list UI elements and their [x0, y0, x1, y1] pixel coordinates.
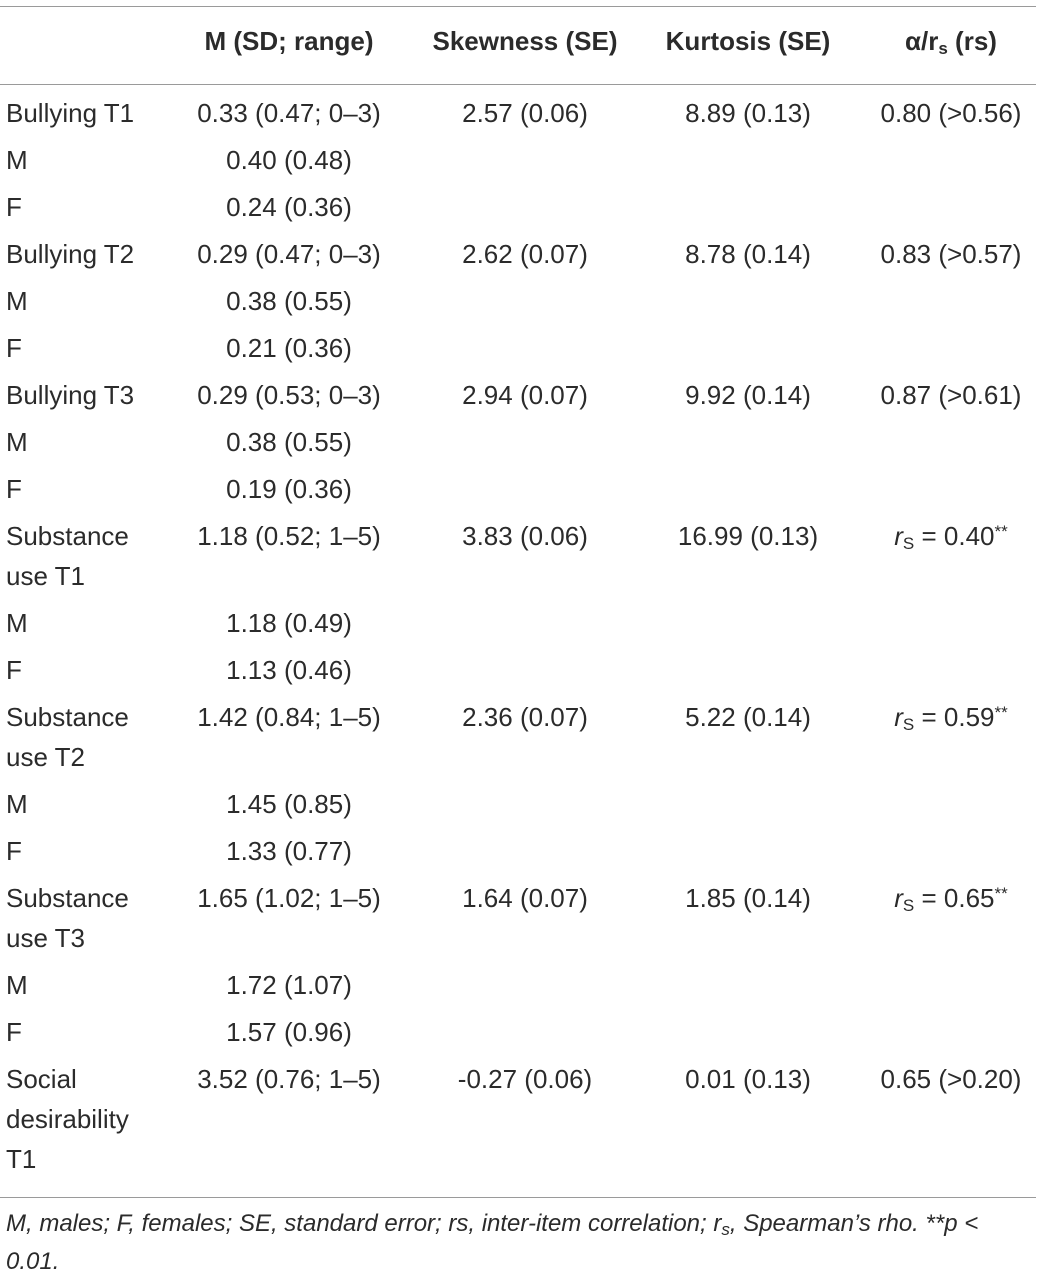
row-label [6, 234, 134, 274]
rs-value: = 0.59 [914, 702, 995, 732]
row-label [6, 140, 28, 180]
row-label [6, 422, 28, 462]
cell-skewness: -0.27 (0.06) [457, 1064, 593, 1094]
cell-spearman [862, 516, 1040, 556]
row-label-line: M [6, 608, 28, 638]
cell-spearman [862, 697, 1040, 737]
cell-alpha: 0.65 (>0.20) [880, 1064, 1022, 1094]
row-label-line: F [6, 192, 22, 222]
row-label-line: Social [6, 1064, 77, 1094]
cell-alpha: 0.80 (>0.56) [880, 98, 1022, 128]
bottom-rule [0, 1197, 1036, 1198]
cell-kurtosis: 1.85 (0.14) [685, 883, 811, 913]
rs-subscript: S [902, 715, 915, 734]
cell-msd: 3.52 (0.76; 1–5) [197, 1064, 381, 1094]
row-label-line: use T1 [6, 561, 86, 591]
cell-msd: 0.33 (0.47; 0–3) [197, 98, 381, 128]
row-label-line: F [6, 474, 22, 504]
cell-msd: 0.38 (0.55) [226, 427, 352, 457]
row-label-line: M [6, 427, 28, 457]
table-footnote: M, males; F, females; SE, standard error; rs, inter-item correlation; $r_s$, Spearman’s rho. **p < 0.01. [6, 1210, 979, 1275]
top-rule [0, 6, 1036, 7]
row-label-line: use T2 [6, 742, 86, 772]
cell-kurtosis: 8.78 (0.14) [685, 239, 811, 269]
row-label [6, 187, 22, 227]
row-label-line: F [6, 333, 22, 363]
cell-msd: 0.40 (0.48) [226, 145, 352, 175]
rs-symbol: r [894, 702, 903, 732]
row-label-line: Bullying T3 [6, 380, 135, 410]
row-label [6, 328, 22, 368]
rs-significance: ** [994, 884, 1008, 903]
row-label [6, 965, 28, 1005]
row-label [6, 784, 28, 824]
cell-kurtosis: 0.01 (0.13) [685, 1064, 811, 1094]
cell-spearman [862, 878, 1040, 918]
row-label [6, 603, 28, 643]
rs-subscript: S [902, 534, 915, 553]
row-label-line: M [6, 789, 28, 819]
row-label-line: Substance [6, 702, 129, 732]
row-label [6, 831, 22, 871]
cell-msd: 1.18 (0.52; 1–5) [197, 521, 381, 551]
cell-msd: 1.13 (0.46) [226, 655, 352, 685]
row-label-line: Substance [6, 883, 129, 913]
header-kurtosis: Kurtosis (SE) [665, 26, 831, 56]
cell-msd: 1.33 (0.77) [226, 836, 352, 866]
cell-skewness: 2.62 (0.07) [462, 239, 588, 269]
cell-msd: 1.57 (0.96) [226, 1017, 352, 1047]
row-label [6, 516, 129, 596]
rs-symbol: r [894, 883, 903, 913]
row-label-line: M [6, 145, 28, 175]
cell-skewness: 2.94 (0.07) [462, 380, 588, 410]
row-label-line: T1 [6, 1144, 37, 1174]
header-msd: M (SD; range) [204, 26, 374, 56]
rs-significance: ** [994, 703, 1008, 722]
row-label-line: M [6, 286, 28, 316]
header-alpha: $\alpha/r_s$ (rs) [905, 26, 997, 58]
rs-symbol: r [894, 521, 903, 551]
row-label [6, 93, 134, 133]
cell-alpha: 0.87 (>0.61) [880, 380, 1022, 410]
cell-skewness: 3.83 (0.06) [462, 521, 588, 551]
row-label-line: F [6, 836, 22, 866]
row-label-line: F [6, 1017, 22, 1047]
header-rule [0, 84, 1036, 85]
cell-msd: 0.29 (0.53; 0–3) [197, 380, 381, 410]
row-label [6, 375, 134, 415]
row-label-line: use T3 [6, 923, 86, 953]
row-label-line: F [6, 655, 22, 685]
row-label [6, 469, 22, 509]
cell-msd: 0.24 (0.36) [226, 192, 352, 222]
cell-skewness: 1.64 (0.07) [462, 883, 588, 913]
header-skewness: Skewness (SE) [432, 26, 618, 56]
row-label [6, 878, 129, 958]
cell-kurtosis: 5.22 (0.14) [685, 702, 811, 732]
rs-value: = 0.40 [914, 521, 995, 551]
row-label-line: Substance [6, 521, 129, 551]
cell-kurtosis: 8.89 (0.13) [685, 98, 811, 128]
cell-msd: 0.19 (0.36) [226, 474, 352, 504]
row-label-line: Bullying T1 [6, 98, 135, 128]
cell-msd: 1.72 (1.07) [226, 970, 352, 1000]
cell-msd: 0.21 (0.36) [226, 333, 352, 363]
row-label [6, 650, 22, 690]
row-label [6, 1012, 22, 1052]
cell-skewness: 2.57 (0.06) [462, 98, 588, 128]
cell-alpha: 0.83 (>0.57) [880, 239, 1022, 269]
row-label-line: M [6, 970, 28, 1000]
cell-skewness: 2.36 (0.07) [462, 702, 588, 732]
row-label-line: Bullying T2 [6, 239, 135, 269]
cell-kurtosis: 9.92 (0.14) [685, 380, 811, 410]
row-label [6, 1059, 129, 1179]
cell-msd: 0.38 (0.55) [226, 286, 352, 316]
row-label-line: desirability [6, 1104, 129, 1134]
rs-value: = 0.65 [914, 883, 995, 913]
row-label [6, 281, 28, 321]
cell-msd: 1.45 (0.85) [226, 789, 352, 819]
rs-significance: ** [994, 522, 1008, 541]
cell-msd: 1.42 (0.84; 1–5) [197, 702, 381, 732]
cell-kurtosis: 16.99 (0.13) [677, 521, 819, 551]
cell-msd: 1.65 (1.02; 1–5) [197, 883, 381, 913]
cell-msd: 1.18 (0.49) [226, 608, 352, 638]
row-label [6, 697, 129, 777]
rs-subscript: S [902, 896, 915, 915]
cell-msd: 0.29 (0.47; 0–3) [197, 239, 381, 269]
